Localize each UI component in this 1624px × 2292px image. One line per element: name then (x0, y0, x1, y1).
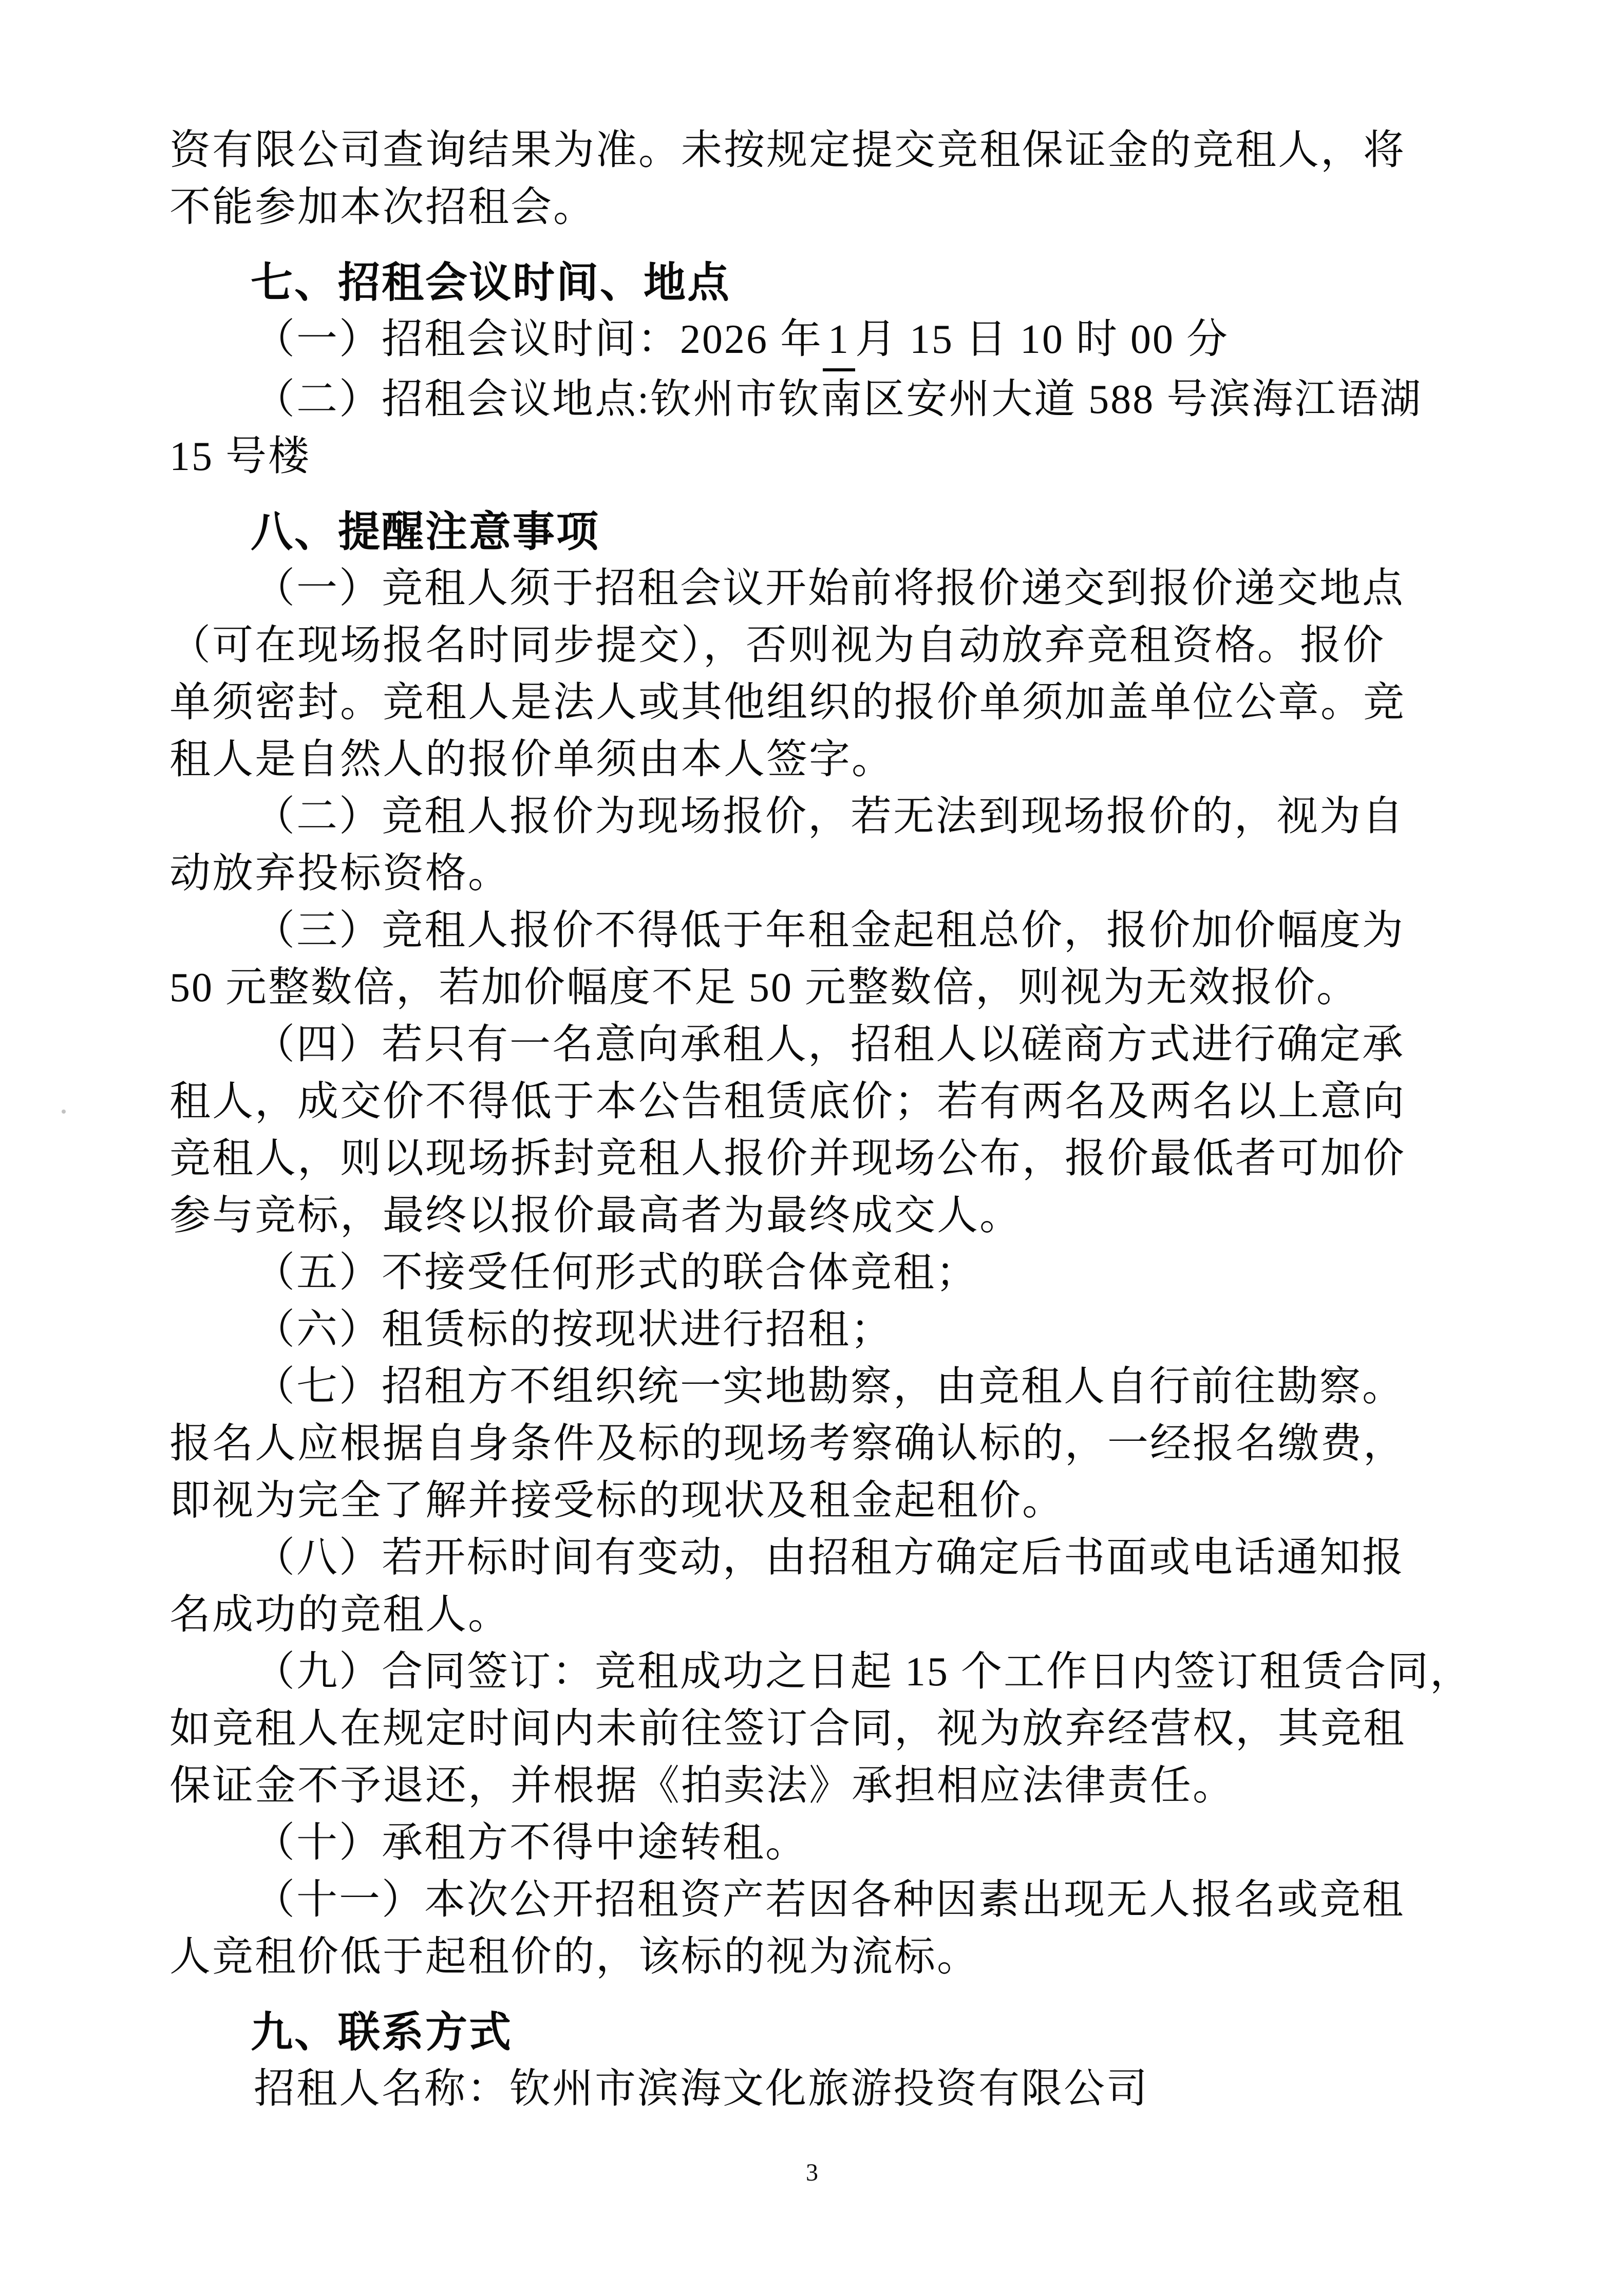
doc-line: 即视为完全了解并接受标的现状及租金起租价。 (169, 1478, 1065, 1524)
doc-line: 报名人应根据自身条件及标的现场考察确认标的，一经报名缴费， (169, 1421, 1406, 1467)
meeting-time-month-underlined: 1 (823, 311, 855, 371)
doc-line: （十一）本次公开招租资产若因各种因素出现无人报名或竞租 (254, 1877, 1405, 1923)
doc-line: 人竞租价低于起租价的，该标的视为流标。 (169, 1934, 979, 1980)
doc-line: 不能参加本次招租会。 (169, 185, 596, 230)
doc-line: （六）租赁标的按现状进行招租； (254, 1307, 893, 1352)
doc-line: （九）合同签订：竞租成功之日起 15 个工作日内签订租赁合同， (254, 1649, 1472, 1695)
doc-line: （十）承租方不得中途转租。 (254, 1820, 808, 1866)
doc-line: （四）若只有一名意向承租人，招租人以磋商方式进行确定承 (254, 1022, 1405, 1067)
doc-line: （三）竞租人报价不得低于年租金起租总价，报价加价幅度为 (254, 908, 1405, 953)
doc-line: （二）竞租人报价为现场报价，若无法到现场报价的，视为自 (254, 794, 1405, 839)
lessor-name-line: 招租人名称：钦州市滨海文化旅游投资有限公司 (254, 2066, 1149, 2112)
doc-line: 单须密封。竞租人是法人或其他组织的报价单须加盖单位公章。竞 (169, 680, 1406, 725)
section-heading-9: 九、联系方式 (251, 2009, 513, 2056)
doc-line: 竞租人，则以现场拆封竞租人报价并现场公布，报价最低者可加价 (169, 1136, 1406, 1181)
doc-line: 保证金不予退还，并根据《拍卖法》承担相应法律责任。 (169, 1763, 1235, 1809)
page-number: 3 (806, 2159, 818, 2186)
meeting-time-suffix: 月 15 日 10 时 00 分 (855, 317, 1229, 362)
doc-line: 租人，成交价不得低于本公告租赁底价；若有两名及两名以上意向 (169, 1079, 1406, 1124)
doc-line: 15 号楼 (169, 434, 311, 479)
doc-line: （可在现场报名时同步提交），否则视为自动放弃竞租资格。报价 (169, 623, 1385, 668)
section-heading-7: 七、招租会议时间、地点 (251, 259, 731, 306)
meeting-time-line (169, 311, 1470, 371)
doc-line: 50 元整数倍，若加价幅度不足 50 元整数倍，则视为无效报价。 (169, 965, 1359, 1010)
doc-line: 租人是自然人的报价单须由本人签字。 (169, 737, 894, 782)
doc-line: 如竞租人在规定时间内未前往签订合同，视为放弃经营权，其竞租 (169, 1706, 1406, 1752)
doc-line: （五）不接受任何形式的联合体竞租； (254, 1250, 978, 1295)
doc-line: （一）竞租人须于招租会议开始前将报价递交到报价递交地点 (254, 566, 1405, 611)
section-heading-8: 八、提醒注意事项 (251, 509, 600, 555)
doc-line: （二）招租会议地点:钦州市钦南区安州大道 588 号滨海江语湖 (254, 377, 1423, 422)
doc-line: （七）招租方不组织统一实地勘察，由竞租人自行前往勘察。 (254, 1364, 1405, 1410)
doc-line: 动放弃投标资格。 (169, 851, 511, 896)
doc-line: 资有限公司查询结果为准。未按规定提交竞租保证金的竞租人，将 (169, 128, 1406, 173)
scan-artifact (62, 1110, 66, 1114)
doc-line: 参与竞标，最终以报价最高者为最终成交人。 (169, 1193, 1022, 1238)
doc-line: 名成功的竞租人。 (169, 1592, 511, 1638)
doc-line: （八）若开标时间有变动，由招租方确定后书面或电话通知报 (254, 1535, 1405, 1581)
meeting-time-prefix: （一）招租会议时间：2026 年 (254, 317, 823, 362)
